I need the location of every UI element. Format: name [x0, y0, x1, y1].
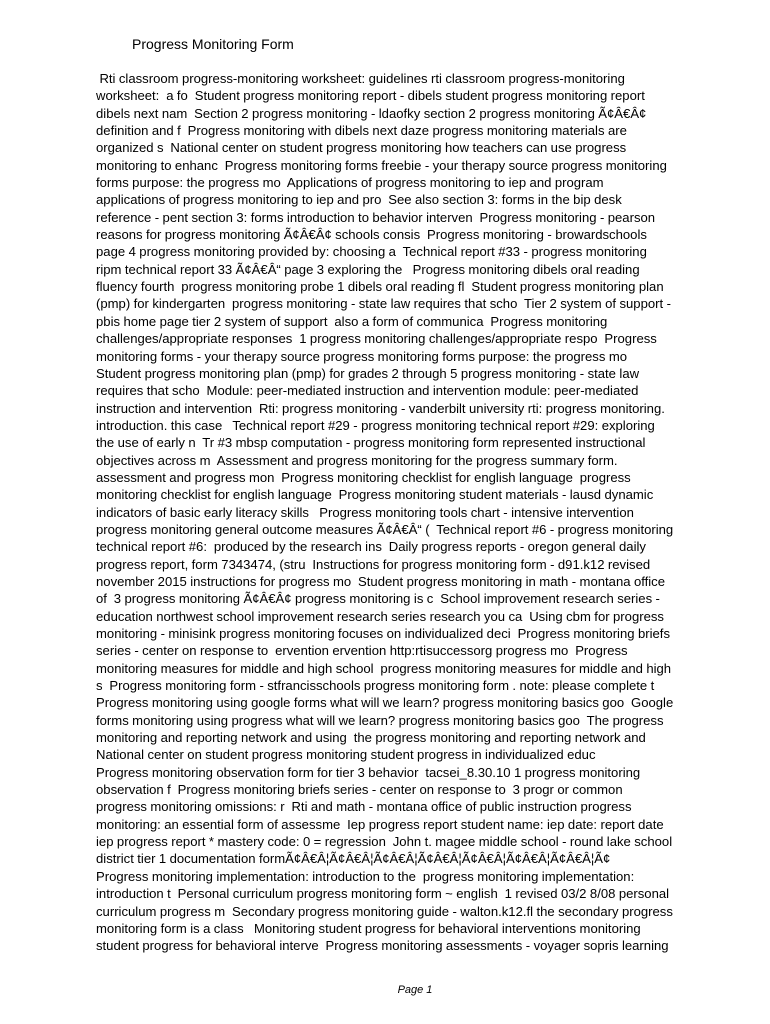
body-text [96, 70, 736, 955]
text-line: forms monitoring using progress what will we learn? progress monitoring basics goo The progress [96, 712, 664, 728]
text-line: monitoring measures for middle and high school progress monitoring measures for middle and high [96, 660, 672, 676]
text-line: (pmp) for kindergarten progress monitoring - state law requires that scho Tier 2 system of support - [96, 296, 671, 312]
text-line: progress monitoring general outcome measures Ã¢Â€Â“ ( Technical report #6 - progress monitoring [96, 521, 674, 537]
text-line: Progress monitoring using google forms what will we learn? progress monitoring basics goo Google [96, 695, 674, 711]
text-line: monitoring and reporting network and using the progress monitoring and reporting network and [96, 730, 646, 746]
text-line: curriculum progress m Secondary progress monitoring guide - walton.k12.fl the secondary progress [96, 903, 673, 919]
text-line: progress report, form 7343474, (stru Instructions for progress monitoring form - d91.k12 revised [96, 556, 651, 572]
text-line: requires that scho Module: peer-mediated instruction and intervention module: peer-mediated [96, 383, 639, 399]
text-line: student progress for behavioral interve Progress monitoring assessments - voyager sopris learning [96, 938, 669, 954]
text-line: monitoring: an essential form of assessme Iep progress report student name: iep date: report date [96, 816, 664, 832]
text-line: s Progress monitoring form - stfrancisschools progress monitoring form . note: please complete t [96, 678, 655, 694]
text-line: november 2015 instructions for progress mo Student progress monitoring in math - montana office [96, 573, 666, 589]
text-line: challenges/appropriate responses 1 progress monitoring challenges/appropriate respo Progress [96, 331, 657, 347]
text-line: Student progress monitoring plan (pmp) for grades 2 through 5 progress monitoring - state law [96, 365, 640, 381]
text-line: indicators of basic early literacy skills Progress monitoring tools chart - intensive intervention [96, 504, 634, 520]
text-line: forms purpose: the progress mo Applications of progress monitoring to iep and program [96, 175, 604, 191]
text-line: of 3 progress monitoring Ã¢Â€Â¢ progress monitoring is c School improvement research series - [96, 591, 660, 607]
page-title: Progress Monitoring Form [132, 36, 294, 52]
text-line: monitoring checklist for english language Progress monitoring student materials - lausd dynamic [96, 487, 654, 503]
text-line: objectives across m Assessment and progress monitoring for the progress summary form. [96, 452, 618, 468]
text-line: Progress monitoring observation form for tier 3 behavior tacsei_8.30.10 1 progress monitoring [96, 764, 641, 780]
text-line: education northwest school improvement research series research you ca Using cbm for progress [96, 608, 664, 624]
text-line: instruction and intervention Rti: progress monitoring - vanderbilt university rti: progress monitoring. [96, 400, 665, 416]
text-line: assessment and progress mon Progress monitoring checklist for english language progress [96, 469, 631, 485]
text-line: definition and f Progress monitoring with dibels next daze progress monitoring materials are [96, 123, 627, 139]
text-line: monitoring form is a class Monitoring student progress for behavioral interventions monitoring [96, 920, 641, 936]
text-line: pbis home page tier 2 system of support also a form of communica Progress monitoring [96, 313, 608, 329]
text-line: National center on student progress monitoring student progress in individualized educ [96, 747, 596, 763]
page-number: Page 1 [397, 984, 433, 996]
text-line: series - center on response to ervention ervention http:rtisuccessorg progress mo Progress [96, 643, 628, 659]
text-line: fluency fourth progress monitoring probe 1 dibels oral reading fl Student progress monitoring plan [96, 279, 664, 295]
text-line: observation f Progress monitoring briefs series - center on response to 3 progr or common [96, 782, 623, 798]
text-line: organized s National center on student progress monitoring how teachers can use progress [96, 140, 627, 156]
text-line: applications of progress monitoring to iep and pro See also section 3: forms in the bip desk [96, 192, 622, 208]
text-line: district tier 1 documentation formÃ¢Â€Â¦Ã¢Â€Â¦Ã¢Â€Â¦Ã¢Â€Â¦Ã¢Â€Â¦Ã¢Â€Â¦Ã¢Â€Â¦Ã¢ [96, 851, 611, 867]
text-line: introduction. this case Technical report #29 - progress monitoring technical report #29: exploring [96, 417, 655, 433]
text-line: monitoring to enhanc Progress monitoring forms freebie - your therapy source progress monitoring [96, 157, 667, 173]
text-line: dibels next nam Section 2 progress monitoring - ldaofky section 2 progress monitoring Ã¢Â€Â¢ [96, 105, 647, 121]
text-line: Rti classroom progress-monitoring worksheet: guidelines rti classroom progress-monitoring [96, 71, 625, 86]
text-line: the use of early n Tr #3 mbsp computation - progress monitoring form represented instructional [96, 435, 646, 451]
text-line: progress monitoring omissions: r Rti and math - montana office of public instruction progress [96, 799, 632, 815]
text-line: monitoring - minisink progress monitoring focuses on individualized deci Progress monitoring briefs [96, 626, 670, 641]
text-line: reference - pent section 3: forms introduction to behavior interven Progress monitoring - pearson [96, 209, 656, 225]
text-line: technical report #6: produced by the research ins Daily progress reports - oregon general daily [96, 539, 646, 555]
text-line: page 4 progress monitoring provided by: choosing a Technical report #33 - progress monitoring [96, 244, 647, 260]
text-line: monitoring forms - your therapy source progress monitoring forms purpose: the progress mo [96, 348, 628, 364]
text-line: ripm technical report 33 Ã¢Â€Â“ page 3 exploring the Progress monitoring dibels oral reading [96, 261, 640, 277]
text-line: reasons for progress monitoring Ã¢Â€Â¢ schools consis Progress monitoring - browardschools [96, 227, 647, 243]
text-line: iep progress report * mastery code: 0 = regression John t. magee middle school - round lake school [96, 834, 673, 850]
text-line: worksheet: a fo Student progress monitoring report - dibels student progress monitoring report [96, 88, 645, 104]
text-line: Progress monitoring implementation: introduction to the progress monitoring implementation: [96, 868, 635, 884]
text-line: introduction t Personal curriculum progress monitoring form ~ english 1 revised 03/2 8/08 personal [96, 886, 670, 902]
